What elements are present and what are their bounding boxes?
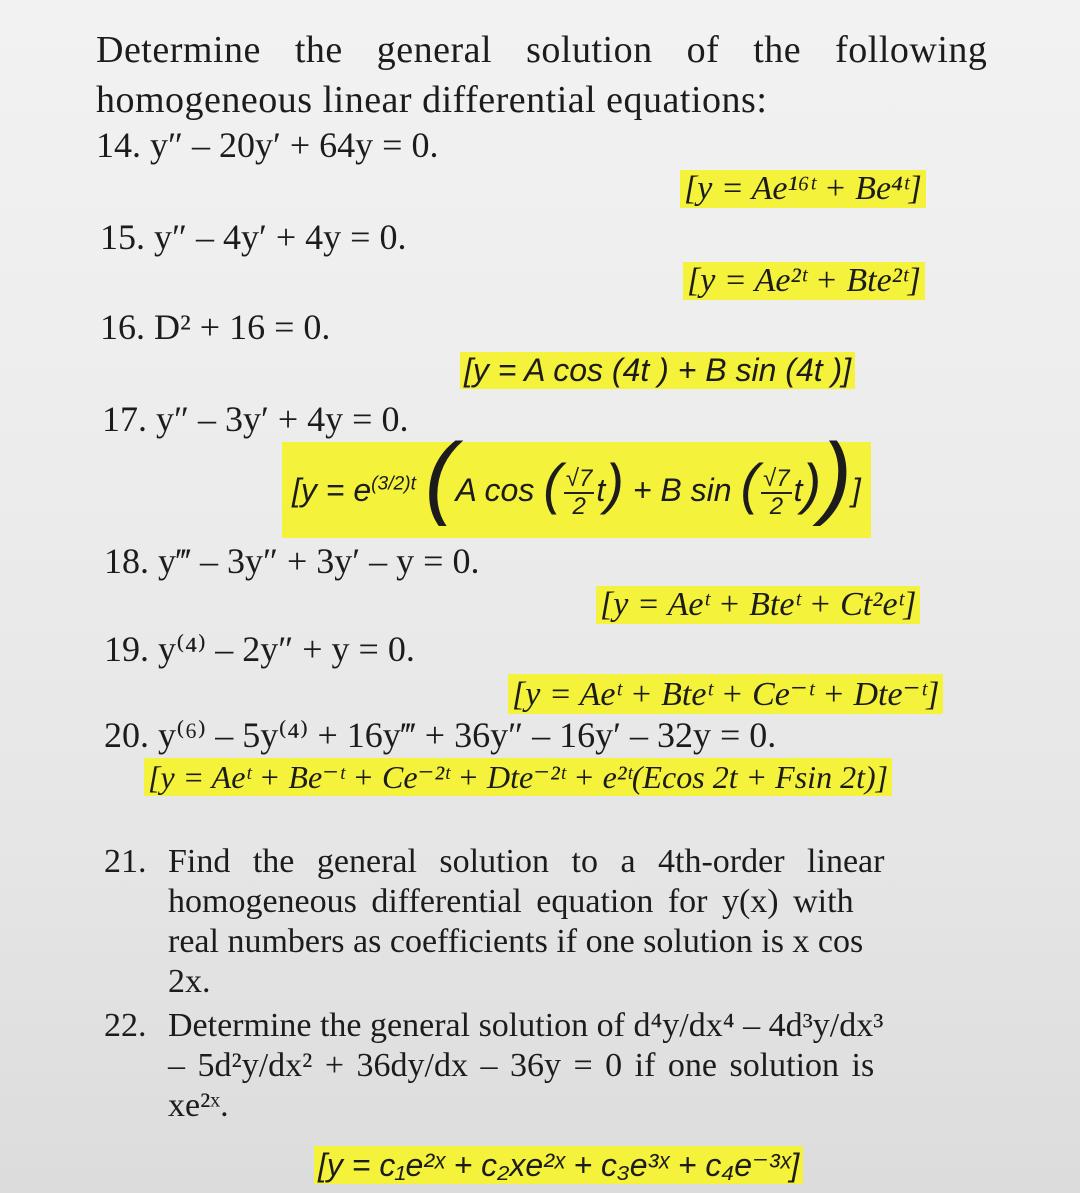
answer-22: [y = c₁e²ˣ + c₂xe²ˣ + c₃e³ˣ + c₄e⁻³ˣ] xyxy=(314,1146,803,1184)
problem-number: 17. xyxy=(102,399,147,439)
problem-equation: y″ – 3y′ + 4y = 0. xyxy=(156,399,409,439)
answer-16: [y = A cos (4t ) + B sin (4t )] xyxy=(460,352,855,389)
problem-equation: y⁽⁶⁾ – 5y⁽⁴⁾ + 16y‴ + 36y″ – 16y′ – 32y = 0. xyxy=(158,715,777,755)
problem-21 xyxy=(104,842,928,1002)
problem-equation: y″ – 20y′ + 64y = 0. xyxy=(150,125,439,165)
problem-22 xyxy=(104,1006,928,1126)
answer-14: [y = Ae¹⁶ᵗ + Be⁴ᵗ] xyxy=(680,170,926,208)
problem-number: 15. xyxy=(100,217,145,257)
problem-14 xyxy=(96,124,438,166)
answer-15: [y = Ae²ᵗ + Bte²ᵗ] xyxy=(683,262,925,300)
heading-line-2: homogeneous linear differential equations: xyxy=(96,79,768,121)
heading-line-1: Determine the general solution of the following xyxy=(96,29,988,71)
problem-15 xyxy=(100,216,406,258)
problem-22-line-2: – 5d²y/dx² + 36dy/dx – 36y = 0 if one solution is xyxy=(168,1047,875,1084)
problem-equation: y‴ – 3y″ + 3y′ – y = 0. xyxy=(158,541,480,581)
problem-number: 16. xyxy=(100,307,145,347)
problem-equation: y⁽⁴⁾ – 2y″ + y = 0. xyxy=(158,629,415,669)
problem-17 xyxy=(102,398,408,440)
problem-19 xyxy=(104,628,415,670)
problem-21-line-3: real numbers as coefficients if one solution is x cos xyxy=(168,923,864,960)
problem-18 xyxy=(104,540,479,582)
problem-22-line-3: xe²ˣ. xyxy=(168,1087,229,1124)
problem-16 xyxy=(100,306,330,348)
problem-equation: y″ – 4y′ + 4y = 0. xyxy=(154,217,407,257)
problem-number: 14. xyxy=(96,125,141,165)
answer-17: [$y = e^{(3/2)t}$ (A cos ( $\frac{√7}{2}$ t) + B sin ( $\frac{√7}{2}$ t))] xyxy=(282,442,871,538)
problem-21-line-2: homogeneous differential equation for y(x) with xyxy=(168,883,854,920)
problem-equation: D² + 16 = 0. xyxy=(154,307,331,347)
problem-20 xyxy=(104,714,776,756)
problem-number: 18. xyxy=(104,541,149,581)
problem-number: 22. xyxy=(104,1007,147,1044)
problem-21-line-4: 2x. xyxy=(168,963,211,1000)
answer-18: [y = Aeᵗ + Bteᵗ + Ct²eᵗ] xyxy=(596,586,920,624)
problem-number: 21. xyxy=(104,843,147,880)
problem-22-line-1: Determine the general solution of d⁴y/dx⁴ – 4d³y/dx³ xyxy=(168,1007,884,1044)
answer-20: [y = Aeᵗ + Be⁻ᵗ + Ce⁻²ᵗ + Dte⁻²ᵗ + e²ᵗ(Ecos 2t + Fsin 2t)] xyxy=(144,758,892,796)
answer-19: [y = Aeᵗ + Bteᵗ + Ce⁻ᵗ + Dte⁻ᵗ] xyxy=(508,674,943,714)
problem-number: 20. xyxy=(104,715,149,755)
problem-21-line-1: Find the general solution to a 4th-order linear xyxy=(168,843,885,880)
problem-number: 19. xyxy=(104,629,149,669)
